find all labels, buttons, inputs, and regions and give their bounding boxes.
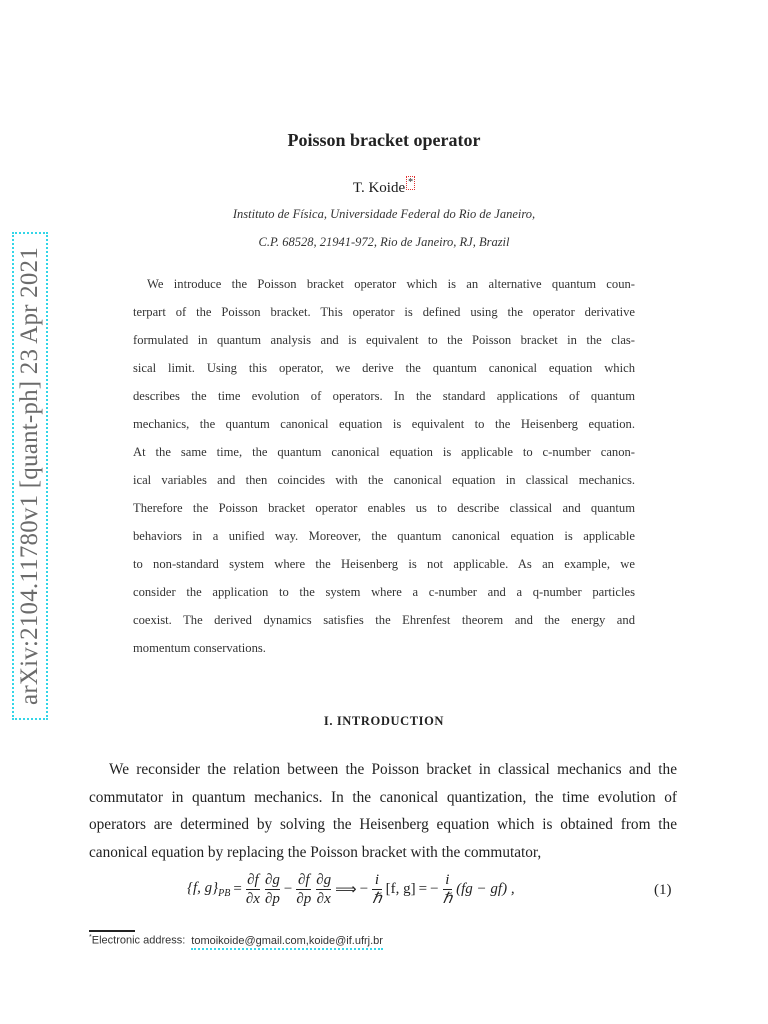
eq-equals: = bbox=[233, 881, 242, 897]
eq-commutator: [f, g] bbox=[385, 881, 416, 897]
introduction-paragraph bbox=[89, 756, 677, 866]
abstract-line: to non-standard system where the Heisenberg is not applicable. As an example, we bbox=[133, 557, 635, 571]
eq-fraction: $\frac{i}{\text{ℏ}}$ bbox=[442, 872, 453, 907]
intro-line: operators are determined by solving the Heisenberg equation which is obtained from the bbox=[89, 816, 677, 833]
abstract-line: sical limit. Using this operator, we derive the quantum canonical equation which bbox=[133, 361, 635, 375]
intro-line: We reconsider the relation between the Poisson bracket in classical mechanics and the bbox=[109, 761, 677, 778]
paper-title: Poisson bracket operator bbox=[287, 130, 481, 150]
equation-1 bbox=[0, 868, 768, 914]
footnote bbox=[89, 934, 383, 947]
author-line bbox=[0, 176, 768, 197]
abstract-line: mechanics, the quantum canonical equation is equivalent to the Heisenberg equation. bbox=[133, 417, 635, 431]
arxiv-identifier-text: arXiv:2104.11780v1 [quant-ph] 23 Apr 2021 bbox=[16, 247, 43, 705]
section-heading-introduction: I. INTRODUCTION bbox=[323, 714, 445, 728]
abstract-line: terpart of the Poisson bracket. This operator is defined using the operator derivative bbox=[133, 305, 635, 319]
abstract-line: momentum conservations. bbox=[133, 641, 266, 655]
arxiv-identifier-stamp[interactable] bbox=[12, 232, 48, 720]
eq-minus: − bbox=[283, 881, 293, 897]
eq-expansion: (fg − gf) , bbox=[456, 881, 515, 897]
affiliation-line-2: C.P. 68528, 21941-972, Rio de Janeiro, RJ, Brazil bbox=[258, 235, 510, 249]
equation-number: (1) bbox=[654, 882, 672, 898]
abstract-line: coexist. The derived dynamics satisfies the Ehrenfest theorem and the energy and bbox=[133, 613, 635, 627]
equation-body bbox=[187, 872, 515, 907]
abstract bbox=[133, 270, 635, 662]
eq-minus: − bbox=[359, 881, 369, 897]
eq-poisson-bracket: {f, $g\}_{PB}$ bbox=[187, 880, 231, 899]
abstract-line: At the same time, the quantum canonical equation is applicable to c-number canon- bbox=[133, 445, 635, 459]
author-footnote-link[interactable]: * bbox=[408, 177, 414, 188]
eq-implies: ⟹ bbox=[335, 882, 357, 898]
eq-fraction: $\frac{\partial g}{\partial p}$ bbox=[264, 872, 280, 907]
eq-fraction: $\frac{i}{\text{ℏ}}$ bbox=[372, 872, 382, 907]
author-name: T. Koide bbox=[352, 180, 406, 196]
footnote-rule bbox=[89, 930, 135, 932]
eq-fraction: $\frac{\partial g}{\partial x}$ bbox=[316, 872, 332, 907]
abstract-line: formulated in quantum analysis and is equivalent to the Poisson bracket in the clas- bbox=[133, 333, 635, 347]
abstract-line: Therefore the Poisson bracket operator enables us to describe classical and quantum bbox=[133, 501, 635, 515]
eq-fraction: $\frac{\partial f}{\partial p}$ bbox=[296, 872, 312, 907]
footnote-label: Electronic address: bbox=[91, 934, 186, 947]
intro-line: commutator in quantum mechanics. In the canonical quantization, the time evolution of bbox=[89, 788, 677, 806]
eq-equals: = bbox=[418, 881, 428, 897]
affiliation-line-1: Instituto de Física, Universidade Federal do Rio de Janeiro, bbox=[232, 207, 536, 221]
email-link[interactable]: tomoikoide@gmail.com,koide@if.ufrj.br bbox=[191, 935, 383, 950]
abstract-line: behaviors in a unified way. Moreover, the quantum canonical equation is applicable bbox=[133, 529, 635, 543]
eq-fraction: $\frac{\partial f}{\partial x}$ bbox=[245, 872, 260, 907]
footnote-mark: * bbox=[89, 934, 92, 941]
eq-minus: − bbox=[430, 881, 439, 897]
abstract-line: We introduce the Poisson bracket operator which is an alternative quantum coun- bbox=[147, 277, 635, 291]
abstract-line: describes the time evolution of operators. In the standard applications of quantum bbox=[133, 389, 635, 403]
abstract-line: consider the application to the system where a c-number and a q-number particles bbox=[133, 585, 635, 599]
abstract-line: ical variables and then coincides with the canonical equation in classical mechanics. bbox=[133, 473, 635, 487]
intro-line: canonical equation by replacing the Poisson bracket with the commutator, bbox=[89, 843, 542, 861]
